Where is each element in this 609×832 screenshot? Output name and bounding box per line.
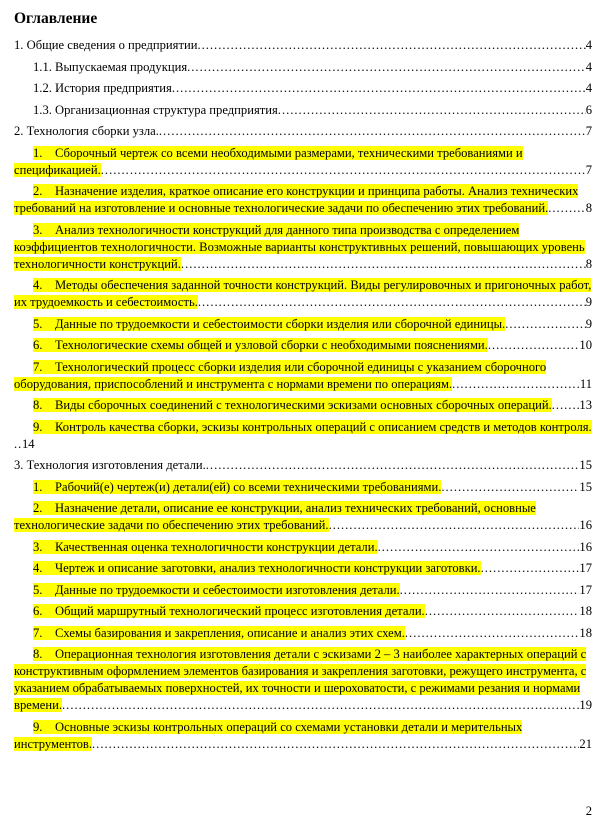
toc-entry[interactable]: [14, 80, 595, 97]
toc-page-number: 16: [579, 518, 592, 532]
toc-entry[interactable]: [14, 560, 595, 577]
toc-entry-number: 9.: [33, 419, 43, 434]
toc-entry-text: 3. Технология изготовления детали.: [14, 458, 206, 472]
highlight-span: [33, 480, 441, 494]
dot-leader: [405, 625, 580, 642]
toc-page-number: 9: [585, 316, 592, 331]
toc-entry[interactable]: [14, 603, 595, 620]
toc-entry-text: Назначение детали, описание ее конструкции, анализ технических требований, основные технологические задачи по обеспечению этих требований.: [14, 501, 536, 532]
toc-entry[interactable]: [14, 500, 595, 534]
toc-page-number: 18: [579, 604, 592, 618]
dot-leader: [452, 376, 580, 393]
toc-entry-text: Чертеж и описание заготовки, анализ технологичности конструкции заготовки.: [55, 561, 481, 575]
toc-entry-number: 4.: [33, 278, 43, 292]
highlight-span: [14, 184, 578, 215]
highlight-span: [33, 398, 552, 412]
toc: [14, 37, 595, 753]
toc-page-number: 10: [579, 338, 592, 352]
toc-entry-text: Общий маршрутный технологический процесс изготовления детали.: [55, 604, 425, 618]
toc-entry-number: 5.: [33, 582, 43, 597]
toc-page-number: 4: [585, 59, 592, 74]
toc-entry-text: 1.3. Организационная структура предприятия: [33, 102, 278, 117]
toc-entry[interactable]: [14, 222, 595, 273]
dot-leader: [481, 560, 580, 577]
dot-leader: [197, 37, 585, 54]
toc-entry-text: Основные эскизы контрольных операций со схемами установки детали и мерительных инструментов.: [14, 719, 523, 751]
toc-entry-text: Методы обеспечения заданной точности конструкций. Виды регулировочных и пригоночных работ, их трудоемкость и себестоимость.: [14, 278, 592, 309]
dot-leader: [552, 397, 580, 414]
dot-leader: [62, 697, 579, 714]
toc-entry[interactable]: [14, 479, 595, 496]
dot-leader: [92, 736, 579, 753]
toc-entry-text: Данные по трудоемкости и себестоимости изготовления детали.: [55, 582, 400, 597]
toc-page-number: 6: [585, 102, 592, 117]
toc-entry-text: Контроль качества сборки, эскизы контрольных операций с описанием средств и методов контроля.: [55, 419, 592, 434]
toc-page-number: 15: [579, 479, 592, 494]
toc-entry[interactable]: [14, 625, 595, 642]
toc-page-number: 15: [579, 458, 592, 472]
toc-page-number: 11: [579, 376, 592, 391]
dot-leader: [159, 123, 586, 140]
dot-leader: [172, 80, 586, 97]
toc-entry-number: 6.: [33, 604, 43, 618]
dot-leader: [425, 603, 580, 620]
dot-leader: [206, 457, 580, 474]
toc-entry-text: Технологический процесс сборки изделия или сборочной единицы с указанием сборочного оборудования, приспособлений и инструмента с нормами времени по операциям.: [14, 359, 547, 391]
toc-entry[interactable]: [14, 277, 595, 311]
toc-page-number: 9: [585, 295, 592, 309]
toc-entry[interactable]: [14, 316, 595, 333]
toc-entry-number: 1.: [33, 145, 43, 160]
highlight-span: [33, 317, 505, 331]
toc-page-number: 4: [585, 38, 592, 52]
toc-entry-text: Качественная оценка технологичности конструкции детали.: [55, 539, 378, 554]
toc-entry-text: 2. Технология сборки узла.: [14, 124, 159, 138]
toc-entry-number: 8.: [33, 398, 43, 412]
toc-entry-number: 1.: [33, 479, 43, 494]
toc-entry[interactable]: [14, 646, 595, 714]
toc-entry-number: 2.: [33, 501, 43, 515]
dot-leader: [548, 200, 585, 217]
toc-entry-text: Сборочный чертеж со всеми необходимыми размерами, техническими требованиями и спецификацией.: [14, 145, 523, 177]
toc-entry[interactable]: [14, 37, 595, 54]
toc-entry-number: 8.: [33, 647, 43, 661]
toc-entry-number: 7.: [33, 359, 43, 374]
highlight-span: [33, 540, 378, 554]
dot-leader: [14, 436, 22, 453]
toc-entry[interactable]: [14, 419, 595, 453]
toc-entry[interactable]: [14, 719, 595, 753]
dot-leader: [378, 539, 580, 556]
toc-entry-text: Виды сборочных соединений с технологическими эскизами основных сборочных операций.: [55, 398, 552, 412]
toc-page-number: 21: [579, 736, 592, 751]
dot-leader: [400, 582, 580, 599]
highlight-span: [33, 626, 405, 640]
dot-leader: [278, 102, 586, 119]
dot-leader: [198, 294, 586, 311]
toc-entry-number: 9.: [33, 719, 43, 734]
toc-entry-text: Схемы базирования и закрепления, описание и анализ этих схем.: [55, 625, 405, 640]
toc-entry[interactable]: [14, 539, 595, 556]
toc-page-number: 7: [585, 124, 592, 138]
highlight-span: [33, 420, 592, 434]
dot-leader: [505, 316, 586, 333]
toc-entry[interactable]: [14, 102, 595, 119]
dot-leader: [441, 479, 579, 496]
highlight-span: [33, 604, 425, 618]
toc-entry-text: Операционная технология изготовления детали с эскизами 2 – 3 наиболее характерных операций с конструктивным оформлением элементов базирования и закрепления заготовки, режущего инструмента, с указанием обрабатываемых поверхностей, их точности и шероховатости, с режимами резания и нормами времени.: [14, 647, 587, 712]
toc-entry[interactable]: [14, 359, 595, 393]
toc-page-number: 13: [579, 398, 592, 412]
dot-leader: [101, 162, 586, 179]
toc-entry[interactable]: [14, 183, 595, 217]
toc-page-number: 8: [585, 201, 592, 215]
toc-page-number: 16: [579, 539, 592, 554]
toc-entry[interactable]: [14, 582, 595, 599]
toc-page-number: 14: [22, 436, 35, 451]
toc-entry-text: Назначение изделия, краткое описание его конструкции и принципа работы. Анализ технических требований на изготовление и основные технологические задачи по обеспечению этих требований.: [14, 184, 579, 215]
dot-leader: [488, 337, 580, 354]
toc-entry[interactable]: [14, 337, 595, 354]
toc-entry[interactable]: [14, 123, 595, 140]
toc-entry-text: Анализ технологичности конструкций для данного типа производства с определением коэффициентов технологичности. Возможные варианты конструктивных решений, повышающих уровень технологичности конструкций.: [14, 222, 585, 271]
toc-entry-text: Данные по трудоемкости и себестоимости сборки изделия или сборочной единицы.: [55, 316, 506, 331]
toc-page-number: 18: [579, 625, 592, 640]
highlight-span: [33, 561, 481, 575]
toc-entry-text: 1.2. История предприятия: [33, 81, 172, 95]
toc-entry[interactable]: [14, 59, 595, 76]
toc-page-number: 7: [585, 162, 592, 177]
toc-entry-number: 7.: [33, 625, 43, 640]
toc-page-number: 17: [579, 582, 592, 597]
toc-page-number: 4: [585, 81, 592, 95]
highlight-span: [33, 583, 400, 597]
footer-page-number: 2: [585, 804, 592, 818]
toc-entry-text: Рабочий(е) чертеж(и) детали(ей) со всеми техническими требованиями.: [55, 479, 442, 494]
toc-entry-number: 5.: [33, 316, 43, 331]
toc-entry-text: 1.1. Выпускаемая продукция: [33, 59, 188, 74]
dot-leader: [329, 517, 580, 534]
toc-entry-text: 1. Общие сведения о предприятии: [14, 38, 198, 52]
toc-entry-number: 3.: [33, 539, 43, 554]
dot-leader: [181, 256, 586, 273]
toc-page-number: 8: [585, 256, 592, 271]
toc-entry-number: 4.: [33, 561, 43, 575]
toc-page-number: 19: [579, 698, 592, 712]
toc-page-number: 17: [579, 561, 592, 575]
toc-entry-number: 3.: [33, 222, 43, 237]
toc-entry-number: 6.: [33, 338, 43, 352]
toc-entry-number: 2.: [33, 184, 43, 198]
toc-entry-text: Технологические схемы общей и узловой сборки с необходимыми пояснениями.: [55, 338, 488, 352]
toc-entry[interactable]: [14, 145, 595, 179]
highlight-span: [33, 338, 488, 352]
toc-entry[interactable]: [14, 457, 595, 474]
document-title: Оглавление: [14, 10, 98, 27]
toc-entry[interactable]: [14, 397, 595, 414]
dot-leader: [187, 59, 586, 76]
